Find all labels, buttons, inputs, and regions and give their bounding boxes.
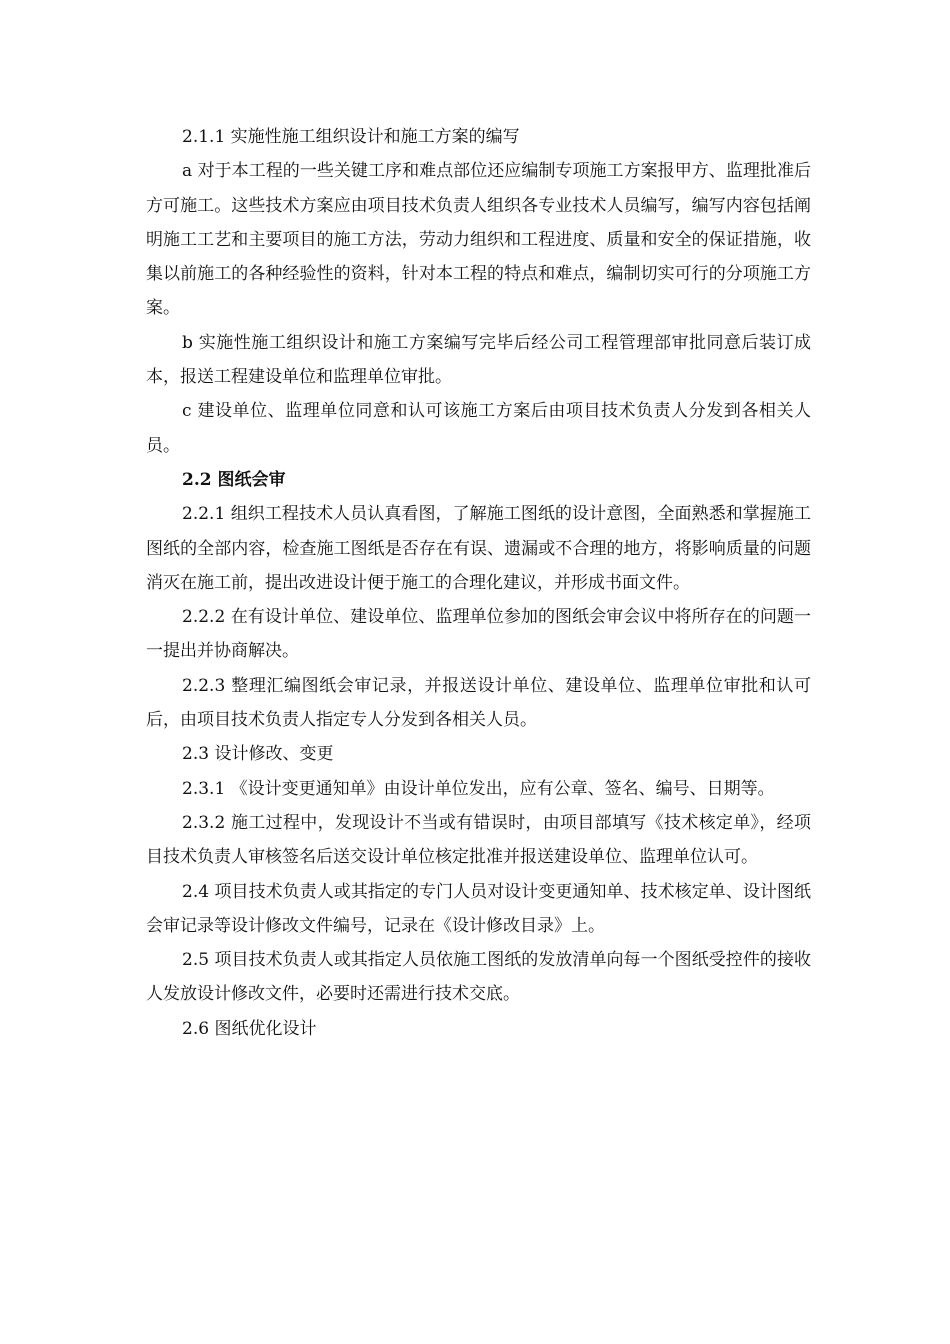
paragraph-2-3-1: 2.3.1 《设计变更通知单》由设计单位发出，应有公章、签名、编号、日期等。	[182, 778, 775, 799]
paragraph-b: b 实施性施工组织设计和施工方案编写完毕后经公司工程管理部审批同意后装订成本，报送工程建设单位和监理单位审批。	[146, 332, 811, 388]
paragraph-2-2-2: 2.2.2 在有设计单位、建设单位、监理单位参加的图纸会审会议中将所存在的问题一一提出并协商解决。	[146, 607, 811, 662]
heading-2-3: 2.3 设计修改、变更	[182, 744, 334, 765]
heading-2-2: 2.2 图纸会审	[182, 469, 286, 490]
paragraph-c: c 建设单位、监理单位同意和认可该施工方案后由项目技术负责人分发到各相关人员。	[146, 401, 811, 456]
paragraph-2-2-1: 2.2.1 组织工程技术人员认真看图，了解施工图纸的设计意图，全面熟悉和掌握施工图纸的全部内容，检查施工图纸是否存在有误、遗漏或不合理的地方，将影响质量的问题消灭在施工前，提出改进设计便于施工的合理化建议，并形成书面文件。	[146, 504, 811, 593]
paragraph-2-3-2: 2.3.2 施工过程中，发现设计不当或有错误时，由项目部填写《技术核定单》，经项目技术负责人审核签名后送交设计单位核定批准并报送建设单位、监理单位认可。	[146, 812, 811, 868]
document-body	[146, 120, 811, 1046]
heading-2-6: 2.6 图纸优化设计	[182, 1018, 317, 1039]
heading-2-1-1: 2.1.1 实施性施工组织设计和施工方案的编写	[182, 127, 520, 147]
paragraph-2-4: 2.4 项目技术负责人或其指定的专门人员对设计变更通知单、技术核定单、设计图纸会审记录等设计修改文件编号，记录在《设计修改目录》上。	[146, 881, 811, 936]
paragraph-2-2-3: 2.2.3 整理汇编图纸会审记录，并报送设计单位、建设单位、监理单位审批和认可后，由项目技术负责人指定专人分发到各相关人员。	[146, 675, 811, 731]
paragraph-2-5: 2.5 项目技术负责人或其指定人员依施工图纸的发放清单向每一个图纸受控件的接收人发放设计修改文件，必要时还需进行技术交底。	[146, 950, 811, 1005]
paragraph-a: a 对于本工程的一些关键工序和难点部位还应编制专项施工方案报甲方、监理批准后方可施工。这些技术方案应由项目技术负责人组织各专业技术人员编写，编写内容包括阐明施工工艺和主要项目的施工方法，劳动力组织和工程进度、质量和安全的保证措施，收集以前施工的各种经验性的资料，针对本工程的特点和难点，编制切实可行的分项施工方案。	[146, 161, 811, 319]
